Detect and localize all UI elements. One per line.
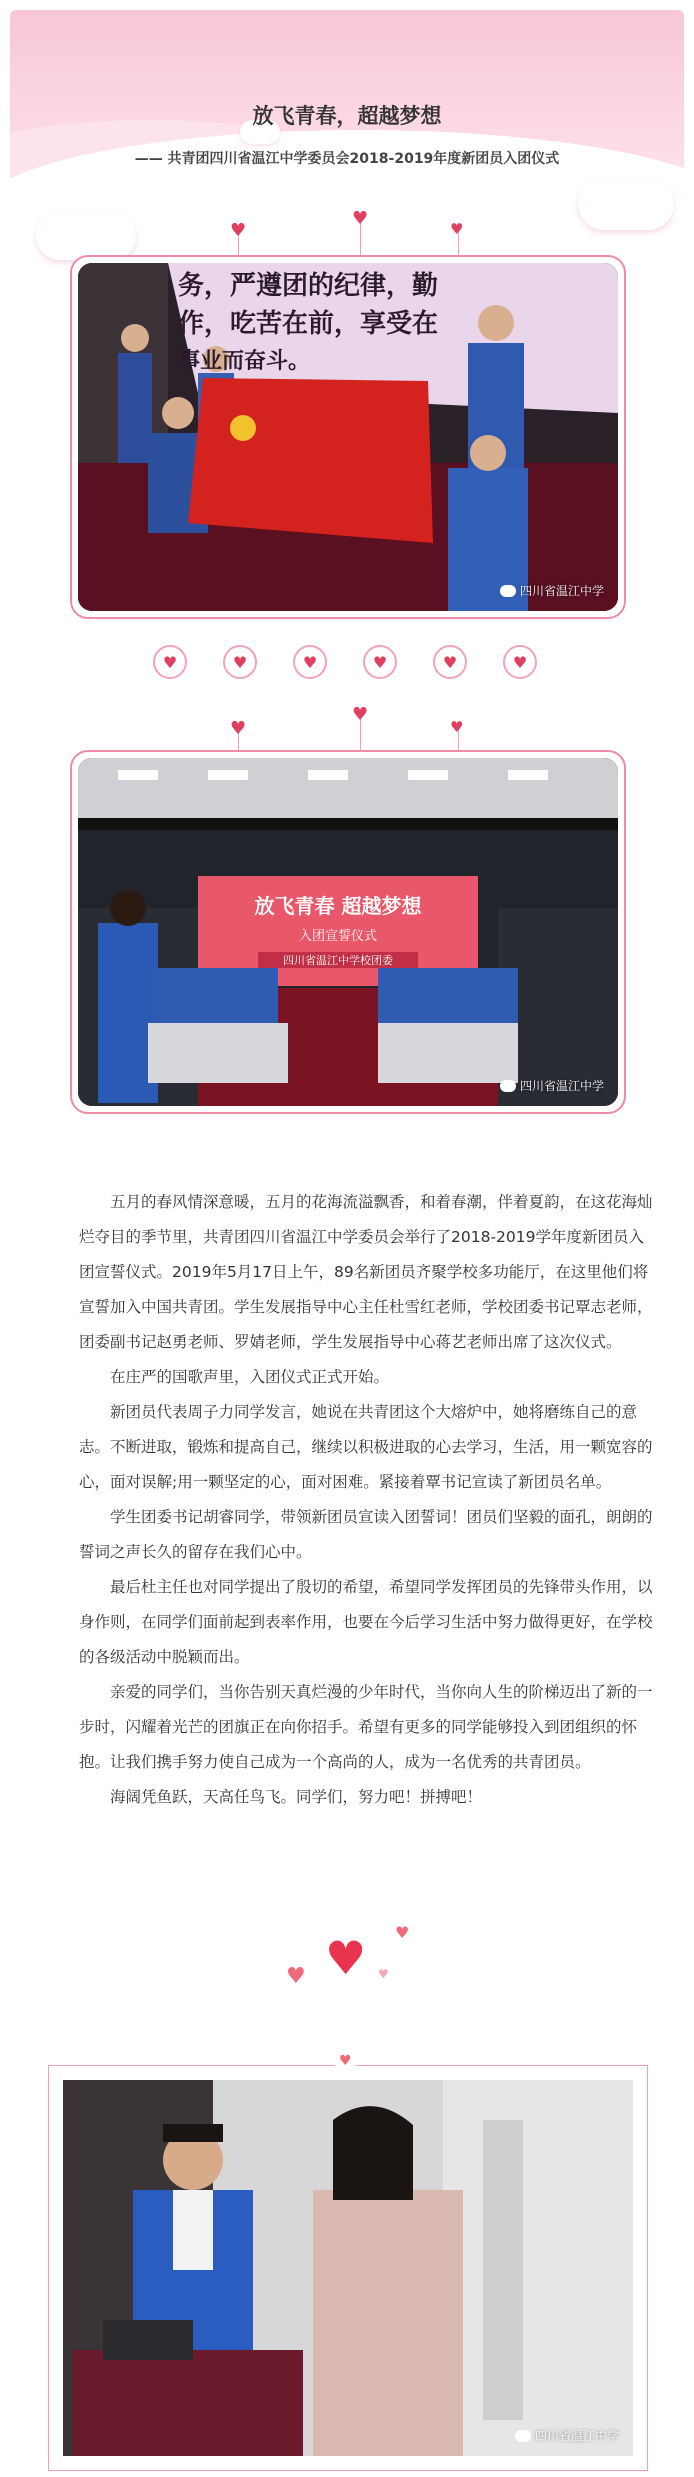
screen-subtitle: 入团宣誓仪式 (298, 929, 377, 944)
photo-frame (70, 750, 626, 1114)
cloud-decoration (36, 212, 136, 260)
wechat-icon (500, 1080, 516, 1092)
heart-icon: ♥ (325, 1931, 367, 1985)
heart-icon: ♥ (450, 220, 464, 238)
flag-ceremony-photo (78, 263, 618, 611)
article-paragraph: 亲爱的同学们，当你告别天真烂漫的少年时代，当你向人生的阶梯迈出了新的一步时，闪耀着光芒的团旗正在向你招手。希望有更多的同学能够投入到团组织的怀抱。让我们携手努力使自己成为一个高尚的人，成为一名优秀的共青团员。 (79, 1683, 653, 1771)
heart-icon: ♥ (395, 1923, 410, 1942)
heart-circle-icon: ♥ (433, 645, 467, 679)
page-subtitle: —— 共青团四川省温江中学委员会2018-2019年度新团员入团仪式 (134, 151, 560, 167)
heart-icon: ♥ (352, 704, 369, 725)
heart-icon: ♥ (450, 718, 464, 736)
article-paragraph: 在庄严的国歌声里，入团仪式正式开始。 (110, 1368, 390, 1386)
photo-frame (70, 255, 626, 619)
cloud-decoration (578, 178, 674, 230)
watermark (500, 1077, 604, 1094)
watermark (515, 2427, 619, 2444)
article-paragraph: 新团员代表周子力同学发言，她说在共青团这个大熔炉中，她将磨练自己的意志。不断进取，锻炼和提高自己，继续以积极进取的心去学习，生活，用一颗宽容的心，面对误解;用一颗坚定的心，面对困难。紧接着覃书记宣读了新团员名单。 (79, 1403, 653, 1491)
banner-text (178, 267, 438, 381)
watermark (500, 582, 604, 599)
heart-circle-icon: ♥ (503, 645, 537, 679)
heart-icon: ♥ (286, 1964, 306, 1989)
photo-frame (48, 2053, 648, 2471)
screen-title: 放飞青春 超越梦想 (254, 894, 422, 918)
wechat-icon (500, 585, 516, 597)
heart-circle-icon: ♥ (293, 645, 327, 679)
article-paragraph: 海阔凭鱼跃，天高任鸟飞。同学们，努力吧！拼搏吧！ (110, 1788, 483, 1806)
watermark-text: 四川省温江中学 (534, 2429, 619, 2443)
auditorium-photo (78, 758, 618, 1106)
heart-icon: ♥ (230, 220, 247, 241)
stage-screen (198, 876, 478, 986)
article-paragraph: 学生团委书记胡睿同学，带领新团员宣读入团誓词！团员们坚毅的面孔，朗朗的誓词之声长久的留存在我们心中。 (79, 1508, 653, 1561)
heart-circle-icon: ♥ (153, 645, 187, 679)
banner-line: 作，吃苦在前，享受在 (178, 309, 439, 339)
page-title: 放飞青春，超越梦想 (252, 104, 442, 128)
watermark-text: 四川省温江中学 (519, 1079, 604, 1093)
watermark-text: 四川省温江中学 (519, 584, 604, 598)
article-paragraph: 最后杜主任也对同学提出了殷切的希望，希望同学发挥团员的先锋带头作用，以身作则，在同学们面前起到表率作用，也要在今后学习生活中努力做得更好，在学校的各级活动中脱颖而出。 (79, 1578, 653, 1666)
heart-icon: ♥ (378, 1967, 389, 1981)
banner-line: 务，严遵团的纪律，勤 (178, 271, 439, 301)
heart-icon: ♥ (352, 208, 369, 229)
screen-caption: 四川省温江中学校团委 (258, 952, 418, 968)
speech-photo (63, 2080, 633, 2456)
article-body (79, 1185, 659, 1815)
heart-circle-icon: ♥ (223, 645, 257, 679)
heart-circle-icon: ♥ (363, 645, 397, 679)
heart-icon: ♥ (335, 2054, 356, 2068)
wechat-icon (515, 2430, 531, 2442)
article-paragraph: 五月的春风情深意暖，五月的花海流溢飘香，和着春潮，伴着夏韵，在这花海灿烂夺目的季节里，共青团四川省温江中学委员会举行了2018-2019学年度新团员入团宣誓仪式。2019年5月17日上午，89名新团员齐聚学校多功能厅，在这里他们将宣誓加入中国共青团。学生发展指导中心主任杜雪红老师，学校团委书记覃志老师，团委副书记赵勇老师、罗婧老师，学生发展指导中心蒋艺老师出席了这次仪式。 (79, 1193, 653, 1351)
heart-icon: ♥ (230, 718, 247, 739)
banner-line: 事业而奋斗。 (178, 349, 311, 374)
